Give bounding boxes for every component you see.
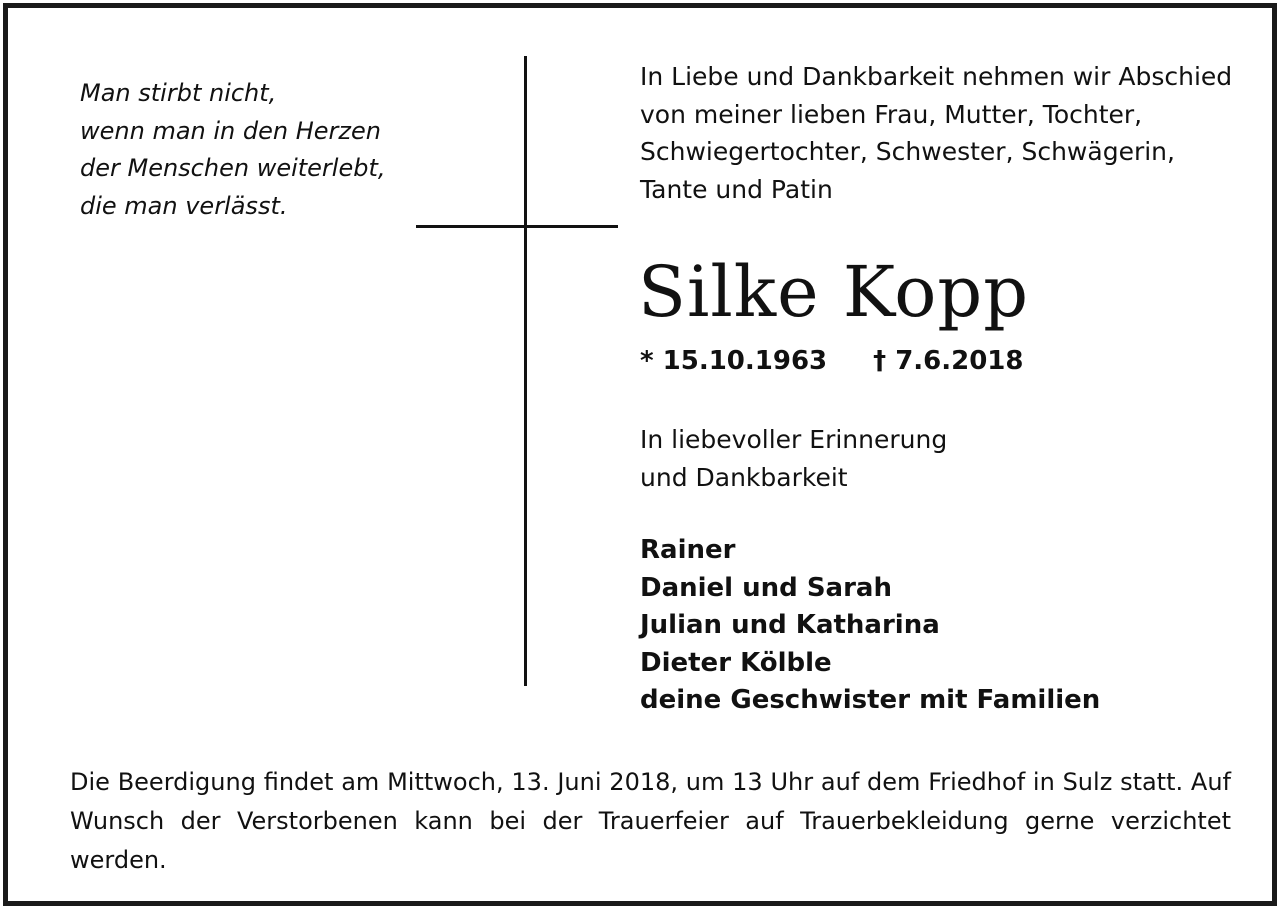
birth-date: * 15.10.1963 [640, 346, 828, 376]
memorial-quote [80, 75, 386, 225]
mourner-name: Dieter Kölble [640, 647, 832, 678]
quote-line: wenn man in den Herzen [80, 116, 381, 145]
cross-horizontal-bar [416, 225, 618, 228]
farewell-line: Schwiegertochter, Schwester, Schwägerin, [640, 137, 1175, 166]
remembrance-line: und Dankbarkeit [640, 462, 848, 492]
mourner-name: Julian und Katharina [640, 610, 940, 640]
remembrance-line: In liebevoller Erinnerung [640, 425, 948, 454]
mourners-list [640, 532, 1100, 720]
mourner-name: Daniel und Sarah [640, 572, 892, 603]
obituary-notice [3, 3, 1277, 906]
death-date: † 7.6.2018 [873, 346, 1024, 376]
farewell-line: In Liebe und Dankbarkeit nehmen wir Abschied [640, 62, 1233, 91]
funeral-details: Die Beerdigung findet am Mittwoch, 13. Juni 2018, um 13 Uhr auf dem Friedhof in Sulz statt. Auf Wunsch der Verstorbenen kann bei der Trauerfeier auf Trauerbekleidung gerne verzichtet werden. [70, 768, 1231, 874]
quote-line: der Menschen weiterlebt, [80, 154, 386, 182]
farewell-line: Tante und Patin [640, 174, 833, 204]
cross-vertical-bar [524, 56, 527, 686]
quote-line: Man stirbt nicht, [80, 79, 277, 107]
mourner-name: deine Geschwister mit Familien [640, 685, 1101, 715]
quote-line: die man verlässt. [80, 191, 288, 220]
remembrance-text [640, 421, 947, 496]
farewell-line: von meiner lieben Frau, Mutter, Tochter, [640, 99, 1143, 129]
life-dates [640, 341, 1024, 381]
mourner-name: Rainer [640, 535, 736, 565]
farewell-text [640, 58, 1232, 208]
deceased-name: Silke Kopp [638, 251, 1030, 333]
